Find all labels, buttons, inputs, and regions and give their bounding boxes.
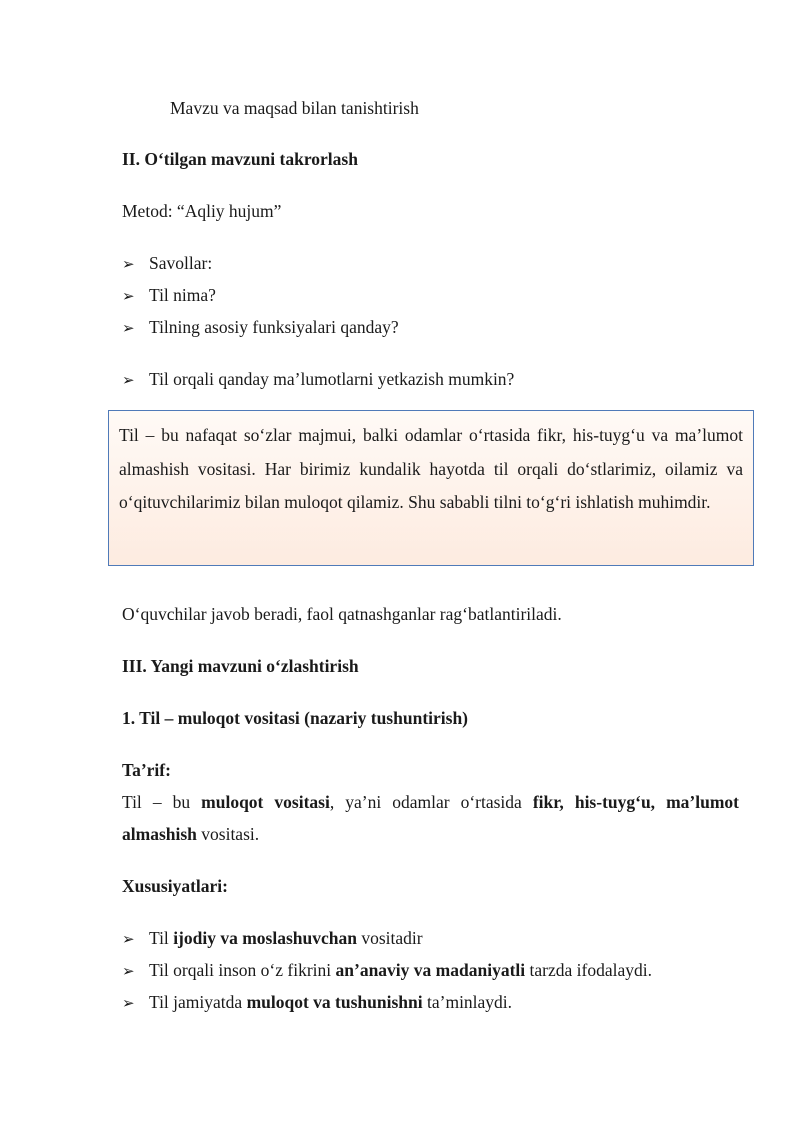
definition-paragraph: Til – bu muloqot vositasi, ya’ni odamlar o‘rtasida fikr, his-tuyg‘u, ma’lumot almashish vositasi.: [122, 792, 739, 844]
question-item: ➢ Tilning asosiy funksiyalari qanday?: [122, 317, 399, 337]
info-box-text: Til – bu nafaqat so‘zlar majmui, balki odamlar o‘rtasida fikr, his-tuyg‘u va ma’lumot almashish vositasi. Har birimiz kundalik hayotda til orqali do‘stlarimiz, oilamiz va o‘qituvchilarimiz bilan muloqot qilamiz. Shu sababli tilni to‘g‘ri ishlatish muhimdir.: [119, 425, 743, 512]
question-item: ➢ Til nima?: [122, 285, 216, 305]
feature-item: ➢ Til ijodiy va moslashuvchan vositadir: [122, 928, 423, 948]
info-box: [108, 410, 754, 566]
arrow-bullet-icon: ➢: [122, 994, 135, 1012]
arrow-bullet-icon: ➢: [122, 319, 135, 337]
response-line: O‘quvchilar javob beradi, faol qatnashganlar rag‘batlantiriladi.: [122, 604, 562, 624]
features-label: Xususiyatlari:: [122, 876, 228, 896]
question-item: ➢ Til orqali qanday ma’lumotlarni yetkazish mumkin?: [122, 369, 515, 389]
definition-label: Ta’rif:: [122, 760, 171, 780]
feature-item: ➢ Til orqali inson o‘z fikrini an’anaviy va madaniyatli tarzda ifodalaydi.: [122, 960, 652, 980]
arrow-bullet-icon: ➢: [122, 255, 135, 273]
section3-heading: III. Yangi mavzuni o‘zlashtirish: [122, 656, 359, 676]
arrow-bullet-icon: ➢: [122, 962, 135, 980]
arrow-bullet-icon: ➢: [122, 287, 135, 305]
question-item: ➢ Savollar:: [122, 253, 213, 273]
section3-subheading: 1. Til – muloqot vositasi (nazariy tushuntirish): [122, 708, 469, 728]
method-line: Metod: “Aqliy hujum”: [122, 201, 282, 221]
arrow-bullet-icon: ➢: [122, 371, 135, 389]
arrow-bullet-icon: ➢: [122, 930, 135, 948]
intro-line: Mavzu va maqsad bilan tanishtirish: [170, 98, 419, 118]
feature-item: ➢ Til jamiyatda muloqot va tushunishni ta’minlaydi.: [122, 992, 513, 1012]
section2-heading: II. O‘tilgan mavzuni takrorlash: [122, 149, 358, 169]
